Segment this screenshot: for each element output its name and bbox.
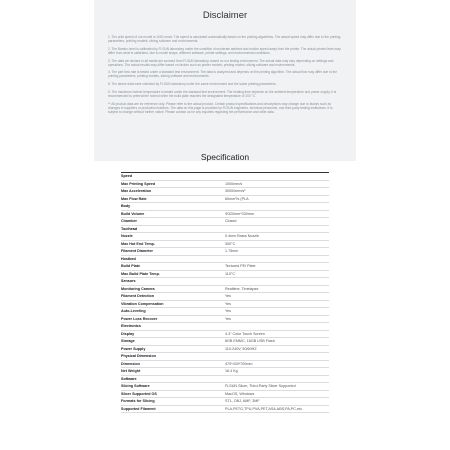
- table-row: [121, 360, 329, 368]
- table-row: [121, 188, 329, 196]
- spec-value: 300°C: [225, 240, 329, 248]
- spec-value: 1000mm/s: [225, 180, 329, 188]
- spec-value: PLA,PETG,TPU,PVA,PET,ASA,ABS,PA,PC,etc.: [225, 405, 329, 413]
- spec-value: 110-240V, 50/60HZ: [225, 345, 329, 353]
- spec-label: Storage: [121, 338, 225, 346]
- spec-label: Vibration Compensation: [121, 300, 225, 308]
- table-row: [121, 330, 329, 338]
- table-row: [121, 218, 329, 226]
- spec-label: Max Hot End Temp.: [121, 240, 225, 248]
- table-row: [121, 180, 329, 188]
- spec-label: Filament Diameter: [121, 248, 225, 256]
- disclaimer-paragraph: 4. The part flow rate is tested under a standard test environment. The data is analyzed and depends on the printing algorithm. The actual flow may differ due to the printing parameters, printing models, slicing software and environments.: [108, 70, 338, 79]
- table-row: [121, 398, 329, 406]
- table-row: [121, 315, 329, 323]
- spec-value: Yes: [225, 308, 329, 316]
- table-row: [121, 308, 329, 316]
- spec-label: Power Loss Recover: [121, 315, 225, 323]
- specification-table: [121, 172, 329, 413]
- table-row: [121, 383, 329, 391]
- table-row: [121, 248, 329, 256]
- spec-value: Closed: [225, 218, 329, 226]
- spec-label: Nozzle: [121, 233, 225, 241]
- spec-value: Yes: [225, 315, 329, 323]
- spec-value: 110°C: [225, 270, 329, 278]
- spec-value: 4.3" Color Touch Screen: [225, 330, 329, 338]
- section-title: Physical Dimension: [121, 353, 329, 361]
- disclaimer-paragraph: 5. The above data were collected by FLSUN laboratory under the same environment and the same printing parameters.: [108, 82, 277, 87]
- spec-label: Slicer Supported OS: [121, 390, 225, 398]
- section-header-sensors: [121, 278, 329, 286]
- table-row: [121, 405, 329, 413]
- table-row: [121, 240, 329, 248]
- table-row: [121, 270, 329, 278]
- spec-label: Power Supply: [121, 345, 225, 353]
- spec-label: Monitoring Camera: [121, 285, 225, 293]
- spec-value: 60mm³/s (PLA: [225, 195, 329, 203]
- table-row: [121, 300, 329, 308]
- disclaimer-paragraph: 1. The print speed of our model is 1000 mm/s. The speed is calculated automatically based on the printing algorithms. The actual speed may differ due to the printing parameters, printing models, slicing software and environments.: [108, 35, 341, 44]
- disclaimer-title: Disclaimer: [202, 10, 248, 21]
- section-title: Sensors: [121, 278, 329, 286]
- section-title: Body: [121, 203, 329, 211]
- table-row: [121, 368, 329, 376]
- section-title: Speed: [121, 173, 329, 181]
- section-header-software: [121, 375, 329, 383]
- section-header-body: [121, 203, 329, 211]
- table-row: [121, 338, 329, 346]
- spec-value: FLSUN Slicer, Third-Party Slicer Supported: [225, 383, 329, 391]
- section-header-physical-dimension: [121, 353, 329, 361]
- section-title: Toolhead: [121, 225, 329, 233]
- spec-label: Build Plate: [121, 263, 225, 271]
- spec-value: 470*430*700mm: [225, 360, 329, 368]
- spec-label: Slicing Software: [121, 383, 225, 391]
- section-header-toolhead: [121, 225, 329, 233]
- spec-value: 0.4mm Brass Nozzle: [225, 233, 329, 241]
- spec-label: Auto-Leveling: [121, 308, 225, 316]
- disclaimer-panel: [94, 0, 356, 161]
- table-row: [121, 285, 329, 293]
- section-title: Hostbed: [121, 255, 329, 263]
- spec-value: STL, OBJ, AMF, 3MF: [225, 398, 329, 406]
- disclaimer-paragraph: ** All product data are for reference only. Please refer to the actual product. Certain product specifications and descriptions may change due to factors such as changes in suppliers or production batches. The data on this page is provided by FLSUN engineers, technical personnel, and third-party testing institutions. It is subject to change without further notice. Please contact us for any inquiries regarding the performance and other data.: [108, 101, 333, 114]
- spec-label: Net Weight: [121, 368, 225, 376]
- disclaimer-paragraph: 2. The Bambu-level is calibrated by FLSUN laboratory under the condition of moderate ambient and motion speed away from the printer. The actual printed level may differ from what is calibrated, due to model shape, different software, printer settings, and environmental conditions.: [108, 46, 341, 55]
- spec-label: Formats for Slicing: [121, 398, 225, 406]
- spec-value: 1.75mm: [225, 248, 329, 256]
- disclaimer-paragraph: 6. The maximum hotend temperature is tested under the standard test environment. The heating time depends on the ambient temperature and power supply; it is recommended to preheat the hotend when the build plate reaches the designated temperature of 200 °C.: [108, 89, 337, 98]
- spec-value: 16.4 Kg: [225, 368, 329, 376]
- disclaimer-paragraph: 3. The data we declare in all media are sourced from FLSUN laboratory, based on our testing environment. The actual data may vary depending on settings and operations. The actual results may differ based on factors such as printer models, printing modes, slicing software and environments.: [108, 58, 334, 67]
- spec-value: Realtime, Timelapse: [225, 285, 329, 293]
- table-row: [121, 233, 329, 241]
- spec-label: Filament Detection: [121, 293, 225, 301]
- section-header-electronics: [121, 323, 329, 331]
- spec-value: Textured PEI Plate: [225, 263, 329, 271]
- table-row: [121, 195, 329, 203]
- spec-value: Φ320mm*330mm: [225, 210, 329, 218]
- spec-value: 30000mm/s²: [225, 188, 329, 196]
- table-row: [121, 210, 329, 218]
- spec-value: 8GB EMMC, 16GB USB Flash: [225, 338, 329, 346]
- spec-label: Dimension: [121, 360, 225, 368]
- spec-label: Display: [121, 330, 225, 338]
- specification-table-body: [121, 173, 329, 413]
- spec-value: Yes: [225, 293, 329, 301]
- section-header-speed: [121, 173, 329, 181]
- spec-value: Yes: [225, 300, 329, 308]
- section-title: Software: [121, 375, 329, 383]
- spec-label: Max Printing Speed: [121, 180, 225, 188]
- section-title: Electronics: [121, 323, 329, 331]
- spec-label: Max Flow Rate: [121, 195, 225, 203]
- table-row: [121, 263, 329, 271]
- spec-value: MacOS, Windows: [225, 390, 329, 398]
- spec-label: Build Volume: [121, 210, 225, 218]
- spec-label: Max Build Plate Temp.: [121, 270, 225, 278]
- table-row: [121, 293, 329, 301]
- specification-title: Specification: [200, 152, 250, 162]
- spec-label: Max Acceleration: [121, 188, 225, 196]
- section-header-hostbed: [121, 255, 329, 263]
- spec-label: Chamber: [121, 218, 225, 226]
- spec-label: Supported Filament: [121, 405, 225, 413]
- table-row: [121, 390, 329, 398]
- table-row: [121, 345, 329, 353]
